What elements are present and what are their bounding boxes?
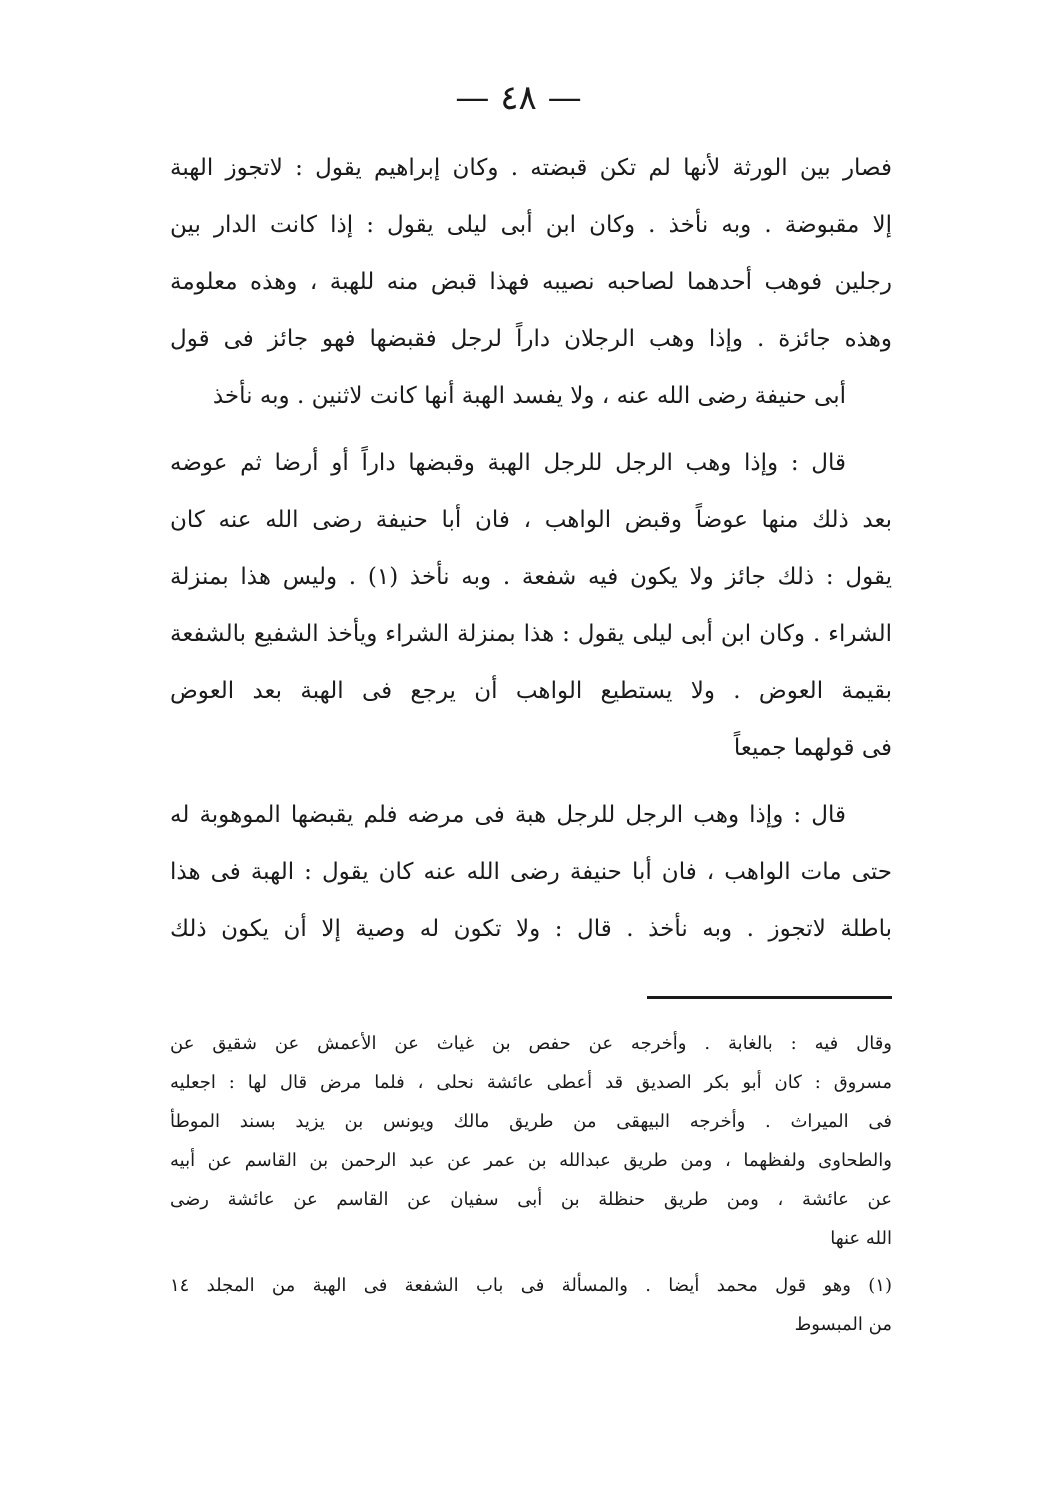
footnote-line: عن عائشة ، ومن طريق حنظلة بن أبى سفيان عن القاسم عن عائشة رضى [170, 1189, 892, 1210]
text-line: إلا مقبوضة . وبه نأخذ . وكان ابن أبى ليلى يقول : إذا كانت الدار بين [170, 212, 892, 238]
text-line: قال : وإذا وهب الرجل للرجل الهبة وقبضها داراً أو أرضا ثم عوضه [170, 450, 846, 476]
paragraph-gap [170, 777, 892, 787]
text-line: وهذه جائزة . وإذا وهب الرجلان داراً لرجل فقبضها فهو جائز فى قول [170, 326, 892, 352]
footnote-line: من المبسوط [794, 1314, 892, 1335]
text-line: يقول : ذلك جائز ولا يكون فيه شفعة . وبه نأخذ (١) . وليس هذا بمنزلة [170, 564, 892, 590]
main-text [170, 140, 892, 958]
text-line: بعد ذلك منها عوضاً وقبض الواهب ، فان أبا حنيفة رضى الله عنه كان [170, 507, 892, 533]
footnote-1 [170, 1266, 892, 1344]
footnote-continuation [170, 1024, 892, 1258]
footnote-line: الله عنها [830, 1228, 892, 1249]
text-line: قال : وإذا وهب الرجل للرجل هبة فى مرضه فلم يقبضها الموهوبة له [170, 802, 846, 828]
page-number: — ٤٨ — [455, 78, 582, 118]
paragraph-gap [170, 425, 892, 435]
footnote-line: وقال فيه : بالغابة . وأخرجه عن حفص بن غياث عن الأعمش عن شقيق عن [170, 1033, 892, 1054]
footnote-line: فى الميراث . وأخرجه البيهقى من طريق مالك ويونس بن يزيد بسند الموطأ [170, 1111, 892, 1132]
text-line: فى قولهما جميعاً [733, 735, 892, 761]
paragraph-2 [170, 435, 892, 777]
footnote-separator [647, 996, 892, 999]
paragraph-1 [170, 140, 892, 425]
text-line: بقيمة العوض . ولا يستطيع الواهب أن يرجع فى الهبة بعد العوض [170, 678, 892, 704]
footnote-gap [170, 1258, 892, 1266]
text-line: فصار بين الورثة لأنها لم تكن قبضته . وكان إبراهيم يقول : لاتجوز الهبة [170, 155, 892, 181]
paragraph-3 [170, 787, 892, 958]
text-line: حتى مات الواهب ، فان أبا حنيفة رضى الله عنه كان يقول : الهبة فى هذا [170, 859, 892, 885]
footnote-line: (١) وهو قول محمد أيضا . والمسألة فى باب الشفعة فى الهبة من المجلد ١٤ [170, 1275, 892, 1296]
text-line: أبى حنيفة رضى الله عنه ، ولا يفسد الهبة أنها كانت لاثنين . وبه نأخذ [212, 383, 846, 409]
footnote-line: والطحاوى ولفظهما ، ومن طريق عبدالله بن عمر عن عبد الرحمن بن القاسم عن أبيه [170, 1150, 892, 1171]
text-line: رجلين فوهب أحدهما لصاحبه نصيبه فهذا قبض منه للهبة ، وهذه معلومة [170, 269, 892, 295]
footnote-line: مسروق : كان أبو بكر الصديق قد أعطى عائشة نحلى ، فلما مرض قال لها : اجعليه [170, 1072, 892, 1093]
text-line: الشراء . وكان ابن أبى ليلى يقول : هذا بمنزلة الشراء ويأخذ الشفيع بالشفعة [170, 621, 892, 647]
text-line: باطلة لاتجوز . وبه نأخذ . قال : ولا تكون له وصية إلا أن يكون ذلك [170, 916, 892, 942]
footnotes [170, 1024, 892, 1344]
